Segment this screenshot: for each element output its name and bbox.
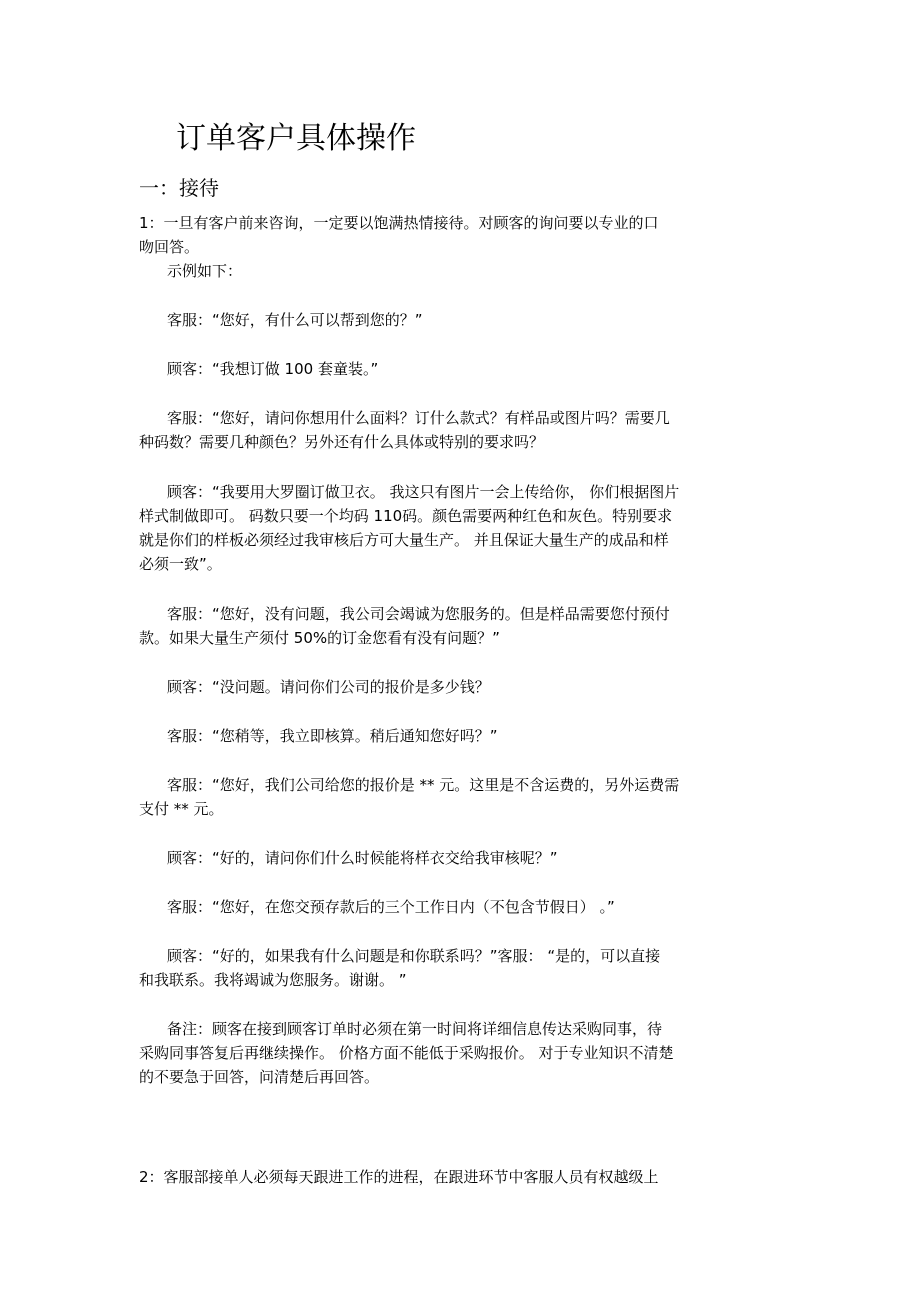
item-1-paragraph: [139, 211, 779, 259]
dialogue-turn: [139, 357, 779, 381]
note-paragraph: [139, 1017, 779, 1089]
text-line: 客服：“您好，有什么可以帮到您的？”: [167, 311, 423, 329]
text-line: 客服：“您好，我们公司给您的报价是 ** 元。这里是不含运费的，另外运费需: [167, 776, 680, 794]
text-line: 和我联系。我将竭诚为您服务。谢谢。 ”: [139, 971, 407, 989]
text-line: 款。如果大量生产须付 50%的订金您看有没有问题？”: [139, 629, 500, 647]
dialogue-turn: [139, 944, 779, 992]
text-line: 顾客：“我想订做 100 套童装。”: [167, 360, 379, 378]
text-line: 种码数？需要几种颜色？另外还有什么具体或特别的要求吗？: [139, 433, 545, 451]
text-line: 备注：顾客在接到顾客订单时必须在第一时间将详细信息传达采购同事，待: [167, 1020, 663, 1038]
text-line: 客服：“您好，在您交预存款后的三个工作日内（不包含节假日） 。”: [167, 898, 615, 916]
text-line: 样式制做即可。 码数只要一个均码 110码。颜色需要两种红色和灰色。特别要求: [139, 507, 673, 525]
dialogue-turn: [139, 773, 779, 821]
text-line: 就是你们的样板必须经过我审核后方可大量生产。 并且保证大量生产的成品和样: [139, 531, 669, 549]
text-line: 的不要急于回答，问清楚后再回答。: [139, 1068, 380, 1086]
text-line: 顾客：“好的，如果我有什么问题是和你联系吗？”客服： “是的，可以直接: [167, 947, 661, 965]
text-line: 2：客服部接单人必须每天跟进工作的进程，在跟进环节中客服人员有权越级上: [139, 1168, 659, 1186]
text-line: 客服：“您稍等，我立即核算。稍后通知您好吗？”: [167, 727, 498, 745]
text-line: 1：一旦有客户前来咨询，一定要以饱满热情接待。对顾客的询问要以专业的口: [139, 214, 659, 232]
section-heading-reception: 一：接待: [139, 176, 219, 200]
text-line: 支付 ** 元。: [139, 800, 224, 818]
text-line: 客服：“您好，请问你想用什么面料？订什么款式？有样品或图片吗？需要几: [167, 409, 670, 427]
text-line: 采购同事答复后再继续操作。 价格方面不能低于采购报价。 对于专业知识不清楚: [139, 1044, 674, 1062]
text-line: 必须一致”。: [139, 555, 222, 573]
text-line: 顾客：“我要用大罗圈订做卫衣。 我这只有图片一会上传给你， 你们根据图片: [167, 483, 680, 501]
text-line: 顾客：“没问题。请问你们公司的报价是多少钱？: [167, 678, 490, 696]
item-2-paragraph: [139, 1165, 779, 1189]
text-line: 客服：“您好，没有问题，我公司会竭诚为您服务的。但是样品需要您付预付: [167, 605, 670, 623]
document-title: 订单客户具体操作: [176, 121, 416, 156]
dialogue-turn: [139, 846, 779, 870]
dialogue-turn: [139, 675, 779, 699]
example-intro: [139, 259, 779, 283]
dialogue-turn: [139, 406, 779, 454]
dialogue-turn: [139, 602, 779, 650]
text-line: 吻回答。: [139, 238, 200, 256]
text-line: 顾客：“好的，请问你们什么时候能将样衣交给我审核呢？”: [167, 849, 558, 867]
dialogue-turn: [139, 480, 779, 576]
text-line: 示例如下：: [167, 262, 243, 280]
dialogue-turn: [139, 308, 779, 332]
dialogue-turn: [139, 895, 779, 919]
dialogue-turn: [139, 724, 779, 748]
